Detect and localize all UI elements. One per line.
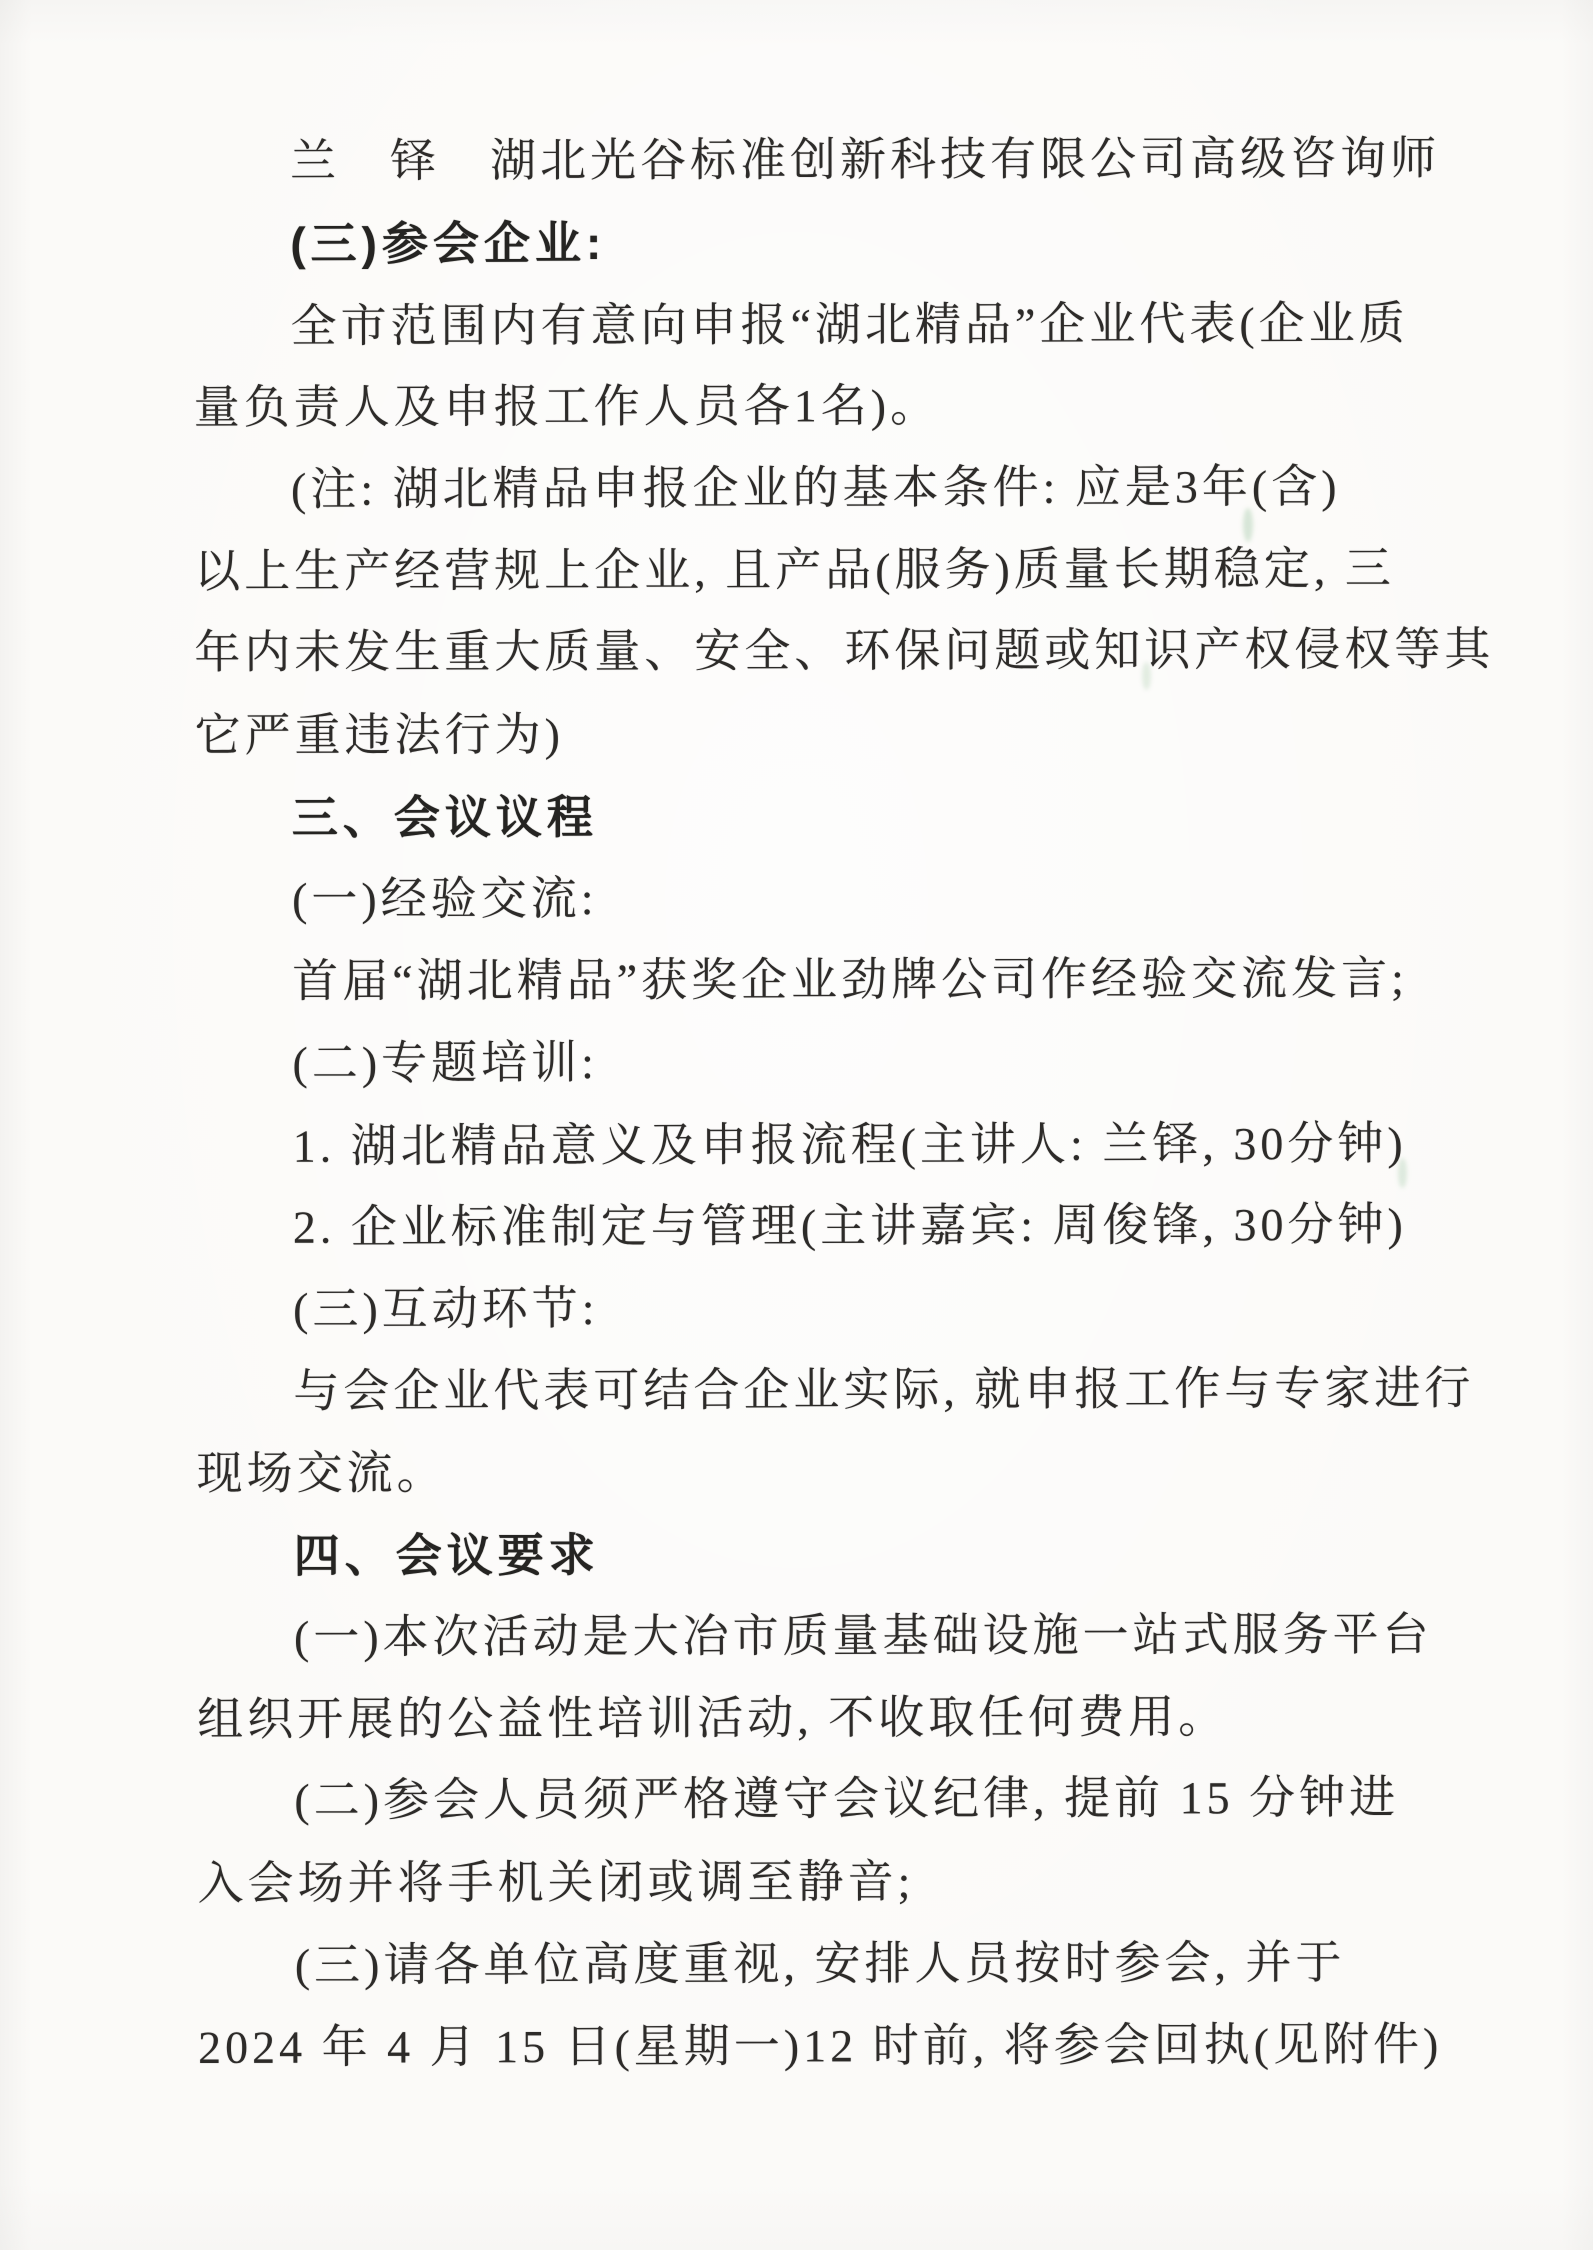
text-line: 现场交流。 bbox=[196, 1447, 447, 1499]
subheading-special-training: (二)专题培训: bbox=[292, 1036, 598, 1089]
text-line: 与会企业代表可结合企业实际, 就申报工作与专家进行 bbox=[293, 1362, 1475, 1417]
requirement-3-line: (三)请各单位高度重视, 安排人员按时参会, 并于 bbox=[294, 1936, 1346, 1991]
note-line: 它严重违法行为) bbox=[194, 709, 565, 761]
text-line: 量负责人及申报工作人员各1名)。 bbox=[193, 380, 941, 433]
speaker-credential-line: 兰 铎 湖北光谷标准创新科技有限公司高级咨询师 bbox=[290, 132, 1441, 187]
text-line: 首届“湖北精品”获奖企业劲牌公司作经验交流发言; bbox=[292, 952, 1408, 1007]
requirement-2-line: (二)参会人员须严格遵守会议纪律, 提前 15 分钟进 bbox=[294, 1771, 1400, 1826]
subheading-participating-companies: (三)参会企业: bbox=[290, 216, 607, 270]
section-heading-requirements: 四、会议要求 bbox=[293, 1528, 600, 1582]
note-line: (注: 湖北精品申报企业的基本条件: 应是3年(含) bbox=[290, 460, 1341, 515]
document-text-block bbox=[193, 118, 1528, 2089]
subheading-interactive-session: (三)互动环节: bbox=[293, 1282, 599, 1335]
note-line: 以上生产经营规上企业, 且产品(服务)质量长期稳定, 三 bbox=[194, 542, 1395, 597]
agenda-item-2: 2. 企业标准制定与管理(主讲嘉宾: 周俊锋, 30分钟) bbox=[292, 1198, 1407, 1253]
requirement-2-line: 入会场并将手机关闭或调至静音; bbox=[197, 1856, 915, 1909]
requirement-1-line: 组织开展的公益性培训活动, 不收取任何费用。 bbox=[197, 1691, 1229, 1745]
subheading-experience-exchange: (一)经验交流: bbox=[291, 872, 598, 925]
text-line: 全市范围内有意向申报“湖北精品”企业代表(企业质 bbox=[290, 297, 1409, 352]
note-line: 年内未发生重大质量、安全、环保问题或知识产权侵权等其 bbox=[194, 623, 1495, 678]
requirement-3-line: 2024 年 4 月 15 日(星期一)12 时前, 将参会回执(见附件) bbox=[197, 2018, 1443, 2073]
section-heading-agenda: 三、会议议程 bbox=[291, 790, 598, 844]
agenda-item-1: 1. 湖北精品意义及申报流程(主讲人: 兰铎, 30分钟) bbox=[292, 1117, 1407, 1172]
requirement-1-line: (一)本次活动是大冶市质量基础设施一站式服务平台 bbox=[293, 1608, 1433, 1663]
